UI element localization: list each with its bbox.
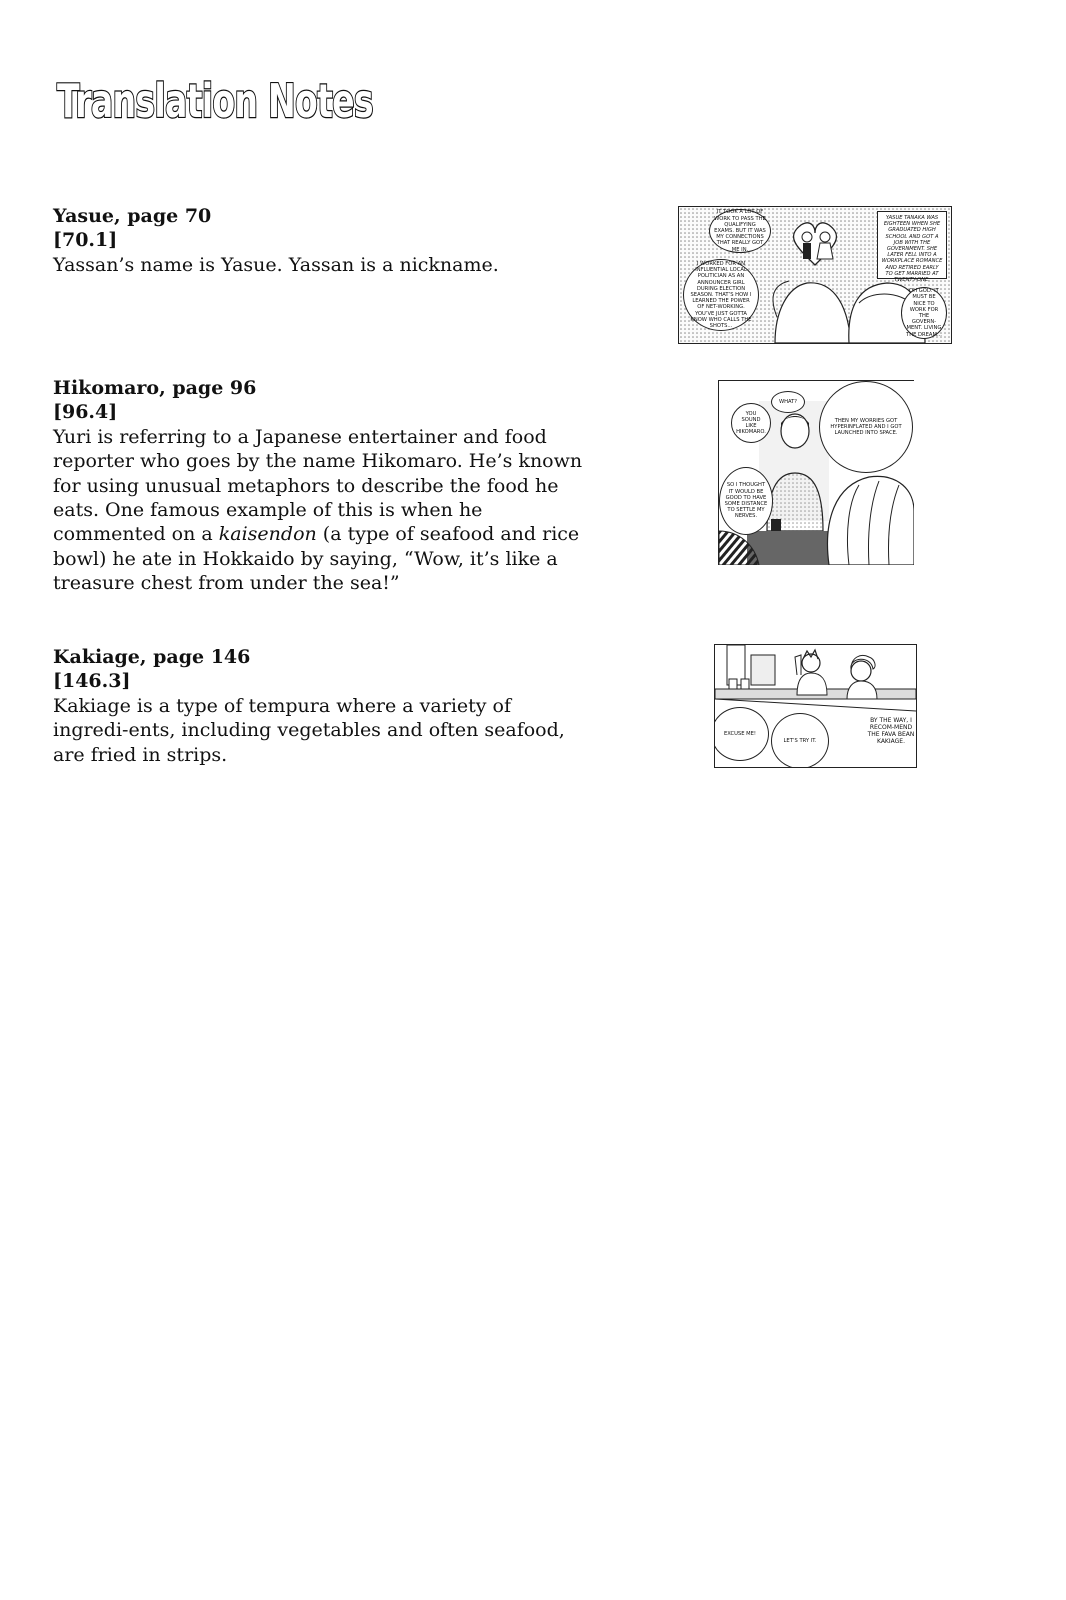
speech-bubble: OH GOD. IT MUST BE NICE TO WORK FOR THE GOVERN-MENT. LIVING THE DREAM... [901,287,947,339]
note-ref: [96.4] [53,401,118,424]
note-kakiage [53,645,583,767]
manga-panel-yasue [678,206,952,344]
note-heading: Kakiage, page 146 [53,646,251,668]
note-body: Kakiage is a type of tempura where a variety of ingredi-ents, including vegetables and often seafood, are fried in strips. [53,694,565,766]
italic-term: kaisendon [218,523,317,546]
narration-caption: YASUE TANAKA WAS EIGHTEEN WHEN SHE GRADUATED HIGH SCHOOL AND GOT A JOB WITH THE GOVERNMENT. SHE LATER FELL INTO A WORKPLACE ROMANCE AND RETIRED EARLY TO GET MARRIED AT TWENTY-ONE. [877,211,947,279]
note-ref: [146.3] [53,670,131,693]
speech-bubble: THEN MY WORRIES GOT HYPERINFLATED AND I GOT LAUNCHED INTO SPACE. [819,381,913,473]
speech-bubble: IT TOOK A LOT OF WORK TO PASS THE QUALIFYING EXAMS. BUT IT WAS MY CONNECTIONS THAT REALLY GOT ME IN. [709,209,771,253]
note-yasue [53,204,583,277]
dialogue-text: BY THE WAY, I RECOM-MEND THE FAVA BEAN KAKIAGE. [867,717,915,745]
note-hikomaro [53,376,583,596]
manga-panel-hikomaro [718,380,914,565]
note-heading: Hikomaro, page 96 [53,377,257,399]
speech-bubble: SO I THOUGHT IT WOULD BE GOOD TO HAVE SOME DISTANCE TO SETTLE MY NERVES. [719,467,773,535]
speech-bubble: WHAT? [771,391,805,413]
speech-bubble: EXCUSE ME! [714,707,769,761]
speech-bubble: LET’S TRY IT. [771,713,829,768]
page-title: Translation Notes [57,74,373,128]
manga-panel-kakiage [714,644,917,768]
note-heading: Yasue, page 70 [53,205,212,227]
note-body: Yassan’s name is Yasue. Yassan is a nickname. [53,253,499,276]
speech-bubble: I WORKED FOR AN INFLUENTIAL LOCAL POLITICIAN AS AN ANNOUNCER GIRL DURING ELECTION SEASON. THAT’S HOW I LEARNED THE POWER OF NET-WORKING. YOU’VE JUST GOTTA KNOW WHO CALLS THE SHOTS... [683,259,759,331]
note-body: Yuri is referring to a Japanese entertainer and food reporter who goes by the name Hikomaro. He’s known for using unusual metaphors to describe the food he eats. One famous example of this is when he commented on a kaisendon (a type of seafood and rice bowl) he ate in Hokkaido by saying, “Wow, it’s like a treasure chest from under the sea!” [53,425,583,595]
speech-bubble: YOU SOUND LIKE HIKOMARO. [731,403,771,443]
note-ref: [70.1] [53,229,118,252]
